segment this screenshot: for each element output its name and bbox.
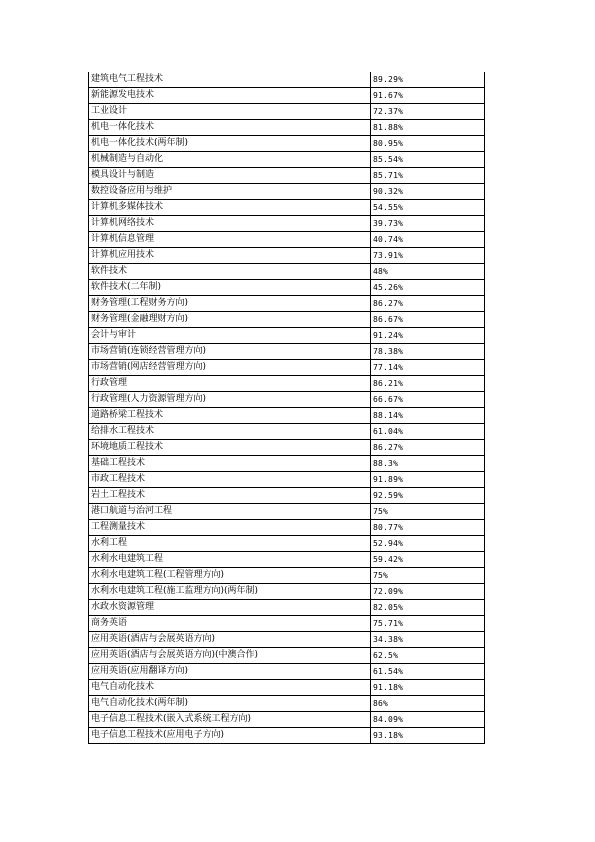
table-row xyxy=(89,632,485,648)
rate-cell: 66.67% xyxy=(371,392,485,408)
major-name-cell: 岩土工程技术 xyxy=(89,488,371,504)
table-row xyxy=(89,312,485,328)
rate-cell: 59.42% xyxy=(371,552,485,568)
major-name-cell: 水利工程 xyxy=(89,536,371,552)
major-name-cell: 给排水工程技术 xyxy=(89,424,371,440)
major-name-cell: 数控设备应用与维护 xyxy=(89,184,371,200)
major-name-cell: 电子信息工程技术(应用电子方向) xyxy=(89,728,371,744)
major-name-cell: 软件技术 xyxy=(89,264,371,280)
major-name-cell: 行政管理(人力资源管理方向) xyxy=(89,392,371,408)
table-row xyxy=(89,392,485,408)
major-name-cell: 行政管理 xyxy=(89,376,371,392)
major-name-cell: 市政工程技术 xyxy=(89,472,371,488)
table-row xyxy=(89,504,485,520)
rate-cell: 85.71% xyxy=(371,168,485,184)
table-row xyxy=(89,424,485,440)
table-row xyxy=(89,680,485,696)
table-row xyxy=(89,120,485,136)
table-row xyxy=(89,200,485,216)
table-row xyxy=(89,568,485,584)
major-name-cell: 环境地质工程技术 xyxy=(89,440,371,456)
rate-cell: 91.24% xyxy=(371,328,485,344)
table-row xyxy=(89,280,485,296)
rate-cell: 77.14% xyxy=(371,360,485,376)
major-name-cell: 水利水电建筑工程(施工监理方向)(两年制) xyxy=(89,584,371,600)
table-row xyxy=(89,248,485,264)
table-row xyxy=(89,360,485,376)
rate-cell: 45.26% xyxy=(371,280,485,296)
rate-cell: 91.18% xyxy=(371,680,485,696)
major-name-cell: 软件技术(二年制) xyxy=(89,280,371,296)
rate-cell: 93.18% xyxy=(371,728,485,744)
rate-cell: 52.94% xyxy=(371,536,485,552)
major-name-cell: 会计与审计 xyxy=(89,328,371,344)
table-row xyxy=(89,104,485,120)
rate-cell: 89.29% xyxy=(371,72,485,88)
rate-cell: 39.73% xyxy=(371,216,485,232)
major-name-cell: 市场营销(连锁经营管理方向) xyxy=(89,344,371,360)
rate-cell: 75.71% xyxy=(371,616,485,632)
table-row xyxy=(89,536,485,552)
table-row xyxy=(89,168,485,184)
rate-cell: 80.95% xyxy=(371,136,485,152)
major-name-cell: 新能源发电技术 xyxy=(89,88,371,104)
table-row xyxy=(89,216,485,232)
table-row xyxy=(89,88,485,104)
rate-cell: 84.09% xyxy=(371,712,485,728)
major-name-cell: 工业设计 xyxy=(89,104,371,120)
table-row xyxy=(89,616,485,632)
rate-cell: 86.27% xyxy=(371,440,485,456)
table-row xyxy=(89,456,485,472)
rate-cell: 86.67% xyxy=(371,312,485,328)
table-row xyxy=(89,488,485,504)
table-row xyxy=(89,664,485,680)
table-row xyxy=(89,648,485,664)
rate-cell: 75% xyxy=(371,504,485,520)
major-name-cell: 计算机信息管理 xyxy=(89,232,371,248)
rate-cell: 34.38% xyxy=(371,632,485,648)
table-row xyxy=(89,184,485,200)
major-name-cell: 市场营销(网店经营管理方向) xyxy=(89,360,371,376)
rate-cell: 72.37% xyxy=(371,104,485,120)
major-name-cell: 机电一体化技术(两年制) xyxy=(89,136,371,152)
rate-cell: 62.5% xyxy=(371,648,485,664)
table-row xyxy=(89,264,485,280)
table-row xyxy=(89,696,485,712)
major-name-cell: 计算机多媒体技术 xyxy=(89,200,371,216)
rate-cell: 82.05% xyxy=(371,600,485,616)
table-row xyxy=(89,440,485,456)
table-row xyxy=(89,600,485,616)
major-name-cell: 水政水资源管理 xyxy=(89,600,371,616)
rate-cell: 48% xyxy=(371,264,485,280)
major-name-cell: 财务管理(工程财务方向) xyxy=(89,296,371,312)
table-row xyxy=(89,344,485,360)
major-name-cell: 电子信息工程技术(嵌入式系统工程方向) xyxy=(89,712,371,728)
rate-cell: 85.54% xyxy=(371,152,485,168)
major-name-cell: 水利水电建筑工程(工程管理方向) xyxy=(89,568,371,584)
major-name-cell: 港口航道与治河工程 xyxy=(89,504,371,520)
major-name-cell: 机械制造与自动化 xyxy=(89,152,371,168)
major-name-cell: 基础工程技术 xyxy=(89,456,371,472)
table-row xyxy=(89,552,485,568)
rate-cell: 81.88% xyxy=(371,120,485,136)
major-name-cell: 建筑电气工程技术 xyxy=(89,72,371,88)
major-rate-table xyxy=(88,72,485,744)
rate-cell: 40.74% xyxy=(371,232,485,248)
major-name-cell: 电气自动化技术 xyxy=(89,680,371,696)
rate-cell: 72.09% xyxy=(371,584,485,600)
major-name-cell: 应用英语(酒店与会展英语方向) xyxy=(89,632,371,648)
rate-cell: 78.38% xyxy=(371,344,485,360)
table-row xyxy=(89,376,485,392)
rate-cell: 91.89% xyxy=(371,472,485,488)
rate-cell: 73.91% xyxy=(371,248,485,264)
rate-cell: 75% xyxy=(371,568,485,584)
table-row xyxy=(89,152,485,168)
major-name-cell: 电气自动化技术(两年制) xyxy=(89,696,371,712)
table-row xyxy=(89,712,485,728)
rate-cell: 91.67% xyxy=(371,88,485,104)
rate-cell: 86.27% xyxy=(371,296,485,312)
major-name-cell: 计算机网络技术 xyxy=(89,216,371,232)
major-name-cell: 应用英语(酒店与会展英语方向)(中澳合作) xyxy=(89,648,371,664)
table-row xyxy=(89,584,485,600)
rate-cell: 54.55% xyxy=(371,200,485,216)
rate-cell: 61.54% xyxy=(371,664,485,680)
major-name-cell: 工程测量技术 xyxy=(89,520,371,536)
rate-cell: 92.59% xyxy=(371,488,485,504)
major-name-cell: 商务英语 xyxy=(89,616,371,632)
table-row xyxy=(89,520,485,536)
major-name-cell: 财务管理(金融理财方向) xyxy=(89,312,371,328)
table-row xyxy=(89,296,485,312)
table-row xyxy=(89,328,485,344)
rate-cell: 86% xyxy=(371,696,485,712)
major-name-cell: 机电一体化技术 xyxy=(89,120,371,136)
major-name-cell: 计算机应用技术 xyxy=(89,248,371,264)
major-name-cell: 道路桥梁工程技术 xyxy=(89,408,371,424)
rate-cell: 90.32% xyxy=(371,184,485,200)
rate-cell: 61.04% xyxy=(371,424,485,440)
major-name-cell: 应用英语(应用翻译方向) xyxy=(89,664,371,680)
rate-cell: 88.3% xyxy=(371,456,485,472)
major-name-cell: 水利水电建筑工程 xyxy=(89,552,371,568)
rate-cell: 80.77% xyxy=(371,520,485,536)
table-row xyxy=(89,72,485,88)
table-row xyxy=(89,728,485,744)
rate-cell: 86.21% xyxy=(371,376,485,392)
table-row xyxy=(89,472,485,488)
table-row xyxy=(89,136,485,152)
rate-cell: 88.14% xyxy=(371,408,485,424)
table-row xyxy=(89,408,485,424)
major-name-cell: 模具设计与制造 xyxy=(89,168,371,184)
table-row xyxy=(89,232,485,248)
table-body xyxy=(89,72,485,744)
